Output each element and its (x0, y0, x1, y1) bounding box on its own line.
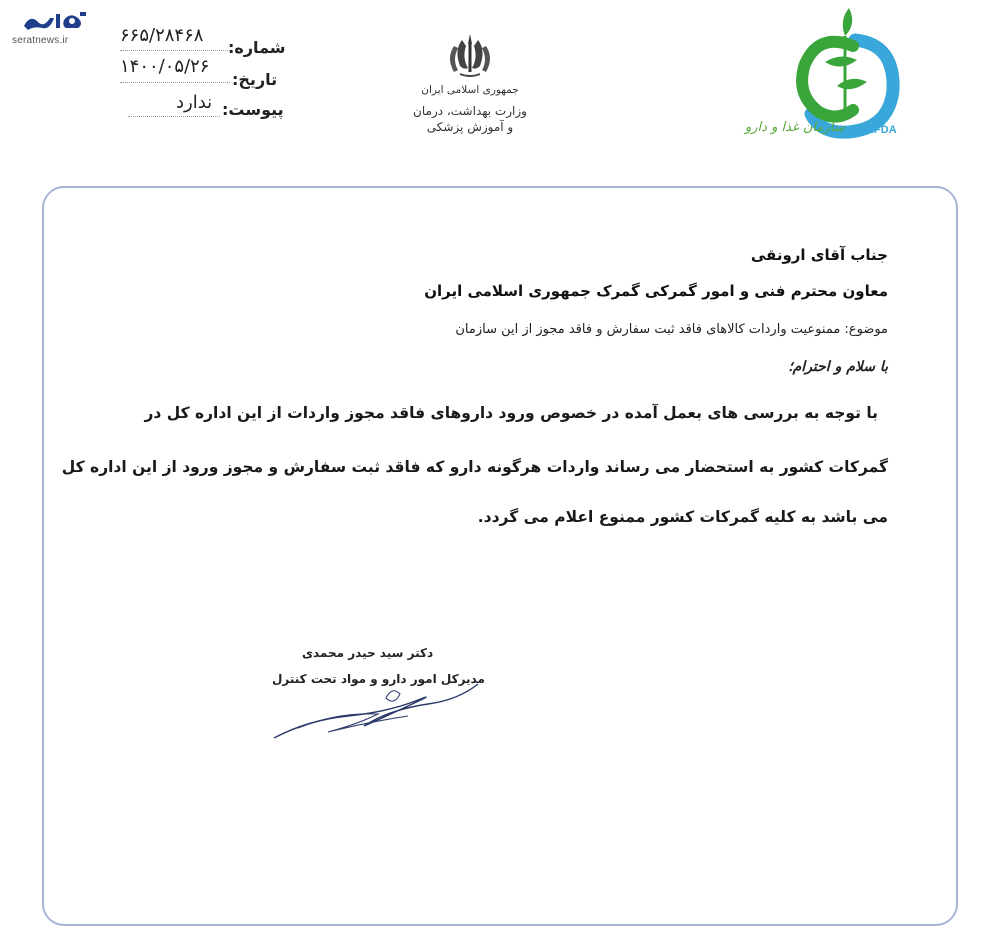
number-line (120, 50, 230, 51)
ifda-script-text: سازمان غذا و دارو (745, 120, 845, 135)
ifda-logo (745, 2, 925, 142)
date-value: ۱۴۰۰/۰۵/۲۶ (120, 56, 210, 77)
signature-title: مدیرکل امور دارو و مواد تحت کنترل (272, 672, 485, 686)
attachment-value: ندارد (176, 92, 213, 113)
ministry-line-3: و آموزش پزشکی (426, 120, 514, 134)
ifda-abbr: IFDA (871, 124, 897, 136)
number-label: شماره: (228, 38, 286, 57)
iran-emblem-icon (440, 30, 500, 80)
attachment-line (128, 116, 220, 117)
signature-name: دکتر سید حیدر محمدی (302, 646, 434, 660)
date-line (120, 82, 230, 83)
seratnews-logo-icon (20, 8, 90, 34)
number-value: ۶۶۵/۲۸۴۶۸ (120, 25, 204, 46)
recipient-name: جناب آقای ارونقی (750, 246, 888, 264)
watermark-site: seratnews.ir (12, 35, 69, 46)
ministry-line-2: وزارت بهداشت، درمان (413, 104, 527, 118)
body-line-2: گمرکات کشور به استحضار می رساند واردات هرگونه دارو که فاقد ثبت سفارش و مجوز ورود از این اداره کل (61, 458, 888, 476)
seratnews-watermark (6, 4, 98, 50)
handwritten-signature (268, 676, 488, 746)
greeting: با سلام و احترام؛ (788, 359, 888, 375)
subject-line: موضوع: ممنوعیت واردات کالاهای فاقد ثبت سفارش و فاقد مجوز از این سازمان (455, 322, 888, 337)
attachment-label: پیوست: (222, 100, 284, 119)
body-line-3: می باشد به کلیه گمرکات کشور ممنوع اعلام می گردد. (477, 508, 888, 526)
ministry-line-1: جمهوری اسلامی ایران (421, 84, 519, 96)
recipient-title: معاون محترم فنی و امور گمرکی گمرک جمهوری اسلامی ایران (424, 282, 888, 300)
body-line-1: با توجه به بررسی های بعمل آمده در خصوص ورود داروهای فاقد مجوز واردات از این اداره کل در (144, 404, 878, 422)
date-label: تاریخ: (232, 70, 278, 89)
